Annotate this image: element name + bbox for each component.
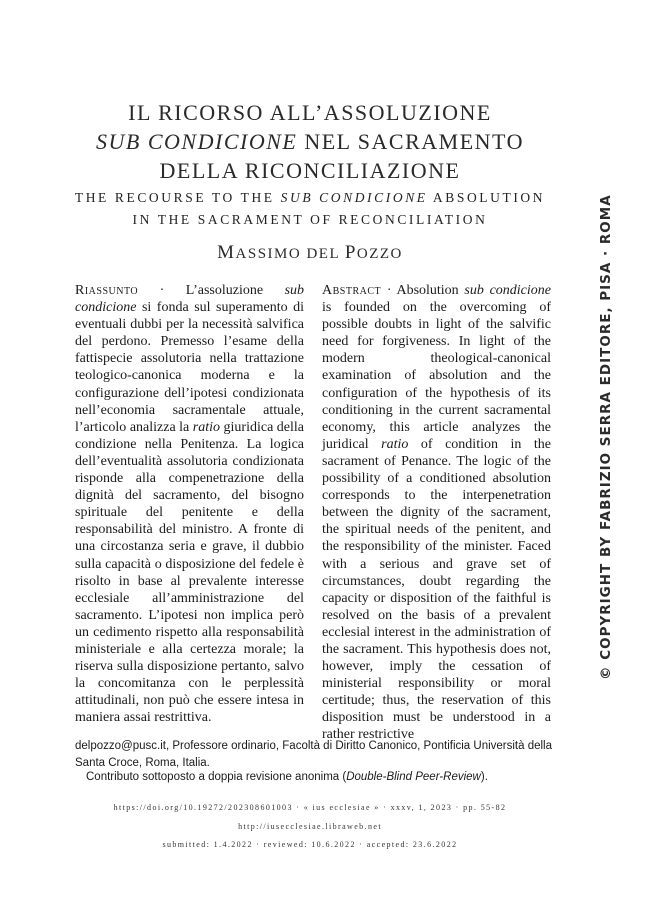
abstract-latin-2: ratio (381, 436, 409, 452)
riassunto-latin-2: ratio (192, 419, 221, 435)
author-first-rest: ASSIMO DEL (235, 246, 345, 262)
title-latin-term: SUB CONDICIONE (96, 129, 298, 154)
peer-review-italic: Double-Blind Peer-Review (346, 771, 481, 783)
author-last-initial: P (344, 242, 357, 263)
english-title-line-1 (40, 187, 580, 209)
riassunto-heading: Riassunto (75, 283, 139, 298)
article-title (60, 98, 560, 185)
riassunto-sep: · (138, 283, 186, 298)
riassunto-text-3: giuridica della condizione nella Penitenza. La logica dell’eventualità assolutoria condizionata risponde alla compenetrazione della dignità del sacramento, del bisogno spirituale del penitente e della responsabilità del ministro. A fronte di una circostanza seria e grave, il dubbio sulla capacità o disposizione del fedele è risolto in base al prevalente interesse ecclesiale all’amministrazione del sacramento. L’ipotesi non implica però un cedimento rispetto alla responsabilità ministeriale e alla certezza morale; la riserva sulla disposizione pertanto, salvo la concomitanza con le perplessità attitudinali, non può che essere intesa in maniera assai restrittiva. (75, 419, 305, 726)
abstract-latin-1: sub condicione (464, 283, 551, 298)
english-title-line-2: IN THE SACRAMENT OF RECONCILIATION (132, 212, 488, 227)
riassunto-text-1: L’assoluzione (185, 283, 285, 298)
peer-review-pre: Contributo sottoposto a doppia revisione anonima ( (86, 771, 347, 783)
riassunto-column (75, 282, 305, 726)
copyright-notice: © COPYRIGHT BY FABRIZIO SERRA EDITORE, PISA · ROMA (598, 194, 614, 680)
english-title-pre: THE RECOURSE TO THE (74, 190, 281, 205)
abstract-sep: · (381, 283, 397, 298)
abstract-text-3: of condition in the sacrament of Penance. The logic of the possibility of a conditioned absolution corresponds to the interpenetration between the dignity of the sacrament, the spiritual needs of the penitent, and the responsibility of the minister. Faced with a serious and grave set of circumstances, doubt regarding the capacity or disposition of the faithful is resolved on the basis of a prevalent ecclesial interest in the administration of the sacrament. This hypothesis does not, however, imply the cessation of ministerial responsibility or moral certitude; thus, the reservation of this disposition must be understood in a rather restrictive (322, 436, 551, 743)
title-line-3: DELLA RICONCILIAZIONE (159, 158, 461, 183)
english-title (40, 187, 580, 231)
peer-review-footnote (86, 771, 556, 783)
english-title-post: ABSOLUTION (427, 190, 546, 205)
author-first-initial: M (217, 242, 236, 263)
riassunto-latin-1: sub condicione (75, 283, 305, 316)
abstract-column (322, 282, 551, 743)
abstract-heading: Abstract (322, 283, 382, 298)
author-affiliation-footnote: delpozzo@pusc.it, Professore ordinario, Facoltà di Diritto Canonico, Pontificia Università della Santa Croce, Roma, Italia. (75, 740, 553, 769)
title-line-2-rest: NEL SACRAMENTO (297, 129, 524, 154)
abstract-text-2: is founded on the overcoming of possible doubts in light of the salvific need for forgiveness. In light of the modern theological-canonical examination of absolution and the configuration of the hypothesis of its conditioning in the current sacramental economy, this article analyzes the juridical (322, 300, 551, 452)
submission-dates: submitted: 1.4.2022 · reviewed: 10.6.2022 · accepted: 23.6.2022 (162, 840, 458, 849)
riassunto-text-2: si fonda sul superamento di eventuali dubbi per la necessità salvifica del perdono. Premesso l’esame della fattispecie assolutoria nella trattazione teologico-canonica moderna e la configurazione dell’ipotesi condizionata nell’economia sacramentale attuale, l’articolo analizza la (75, 300, 304, 435)
abstract-text-1: Absolution (396, 283, 465, 298)
journal-url: http://iusecclesiae.libraweb.net (238, 822, 382, 831)
doi-line: https://doi.org/10.19272/202308601003 · « ius ecclesiae » · xxxv, 1, 2023 · pp. 55-82 (113, 803, 507, 812)
peer-review-post: ). (480, 771, 488, 783)
author-last-rest: OZZO (356, 246, 403, 262)
title-line-2 (60, 127, 560, 156)
title-line-1: IL RICORSO ALL’ASSOLUZIONE (128, 100, 492, 125)
english-title-latin-term: SUB CONDICIONE (280, 190, 428, 205)
author-name (60, 242, 560, 264)
